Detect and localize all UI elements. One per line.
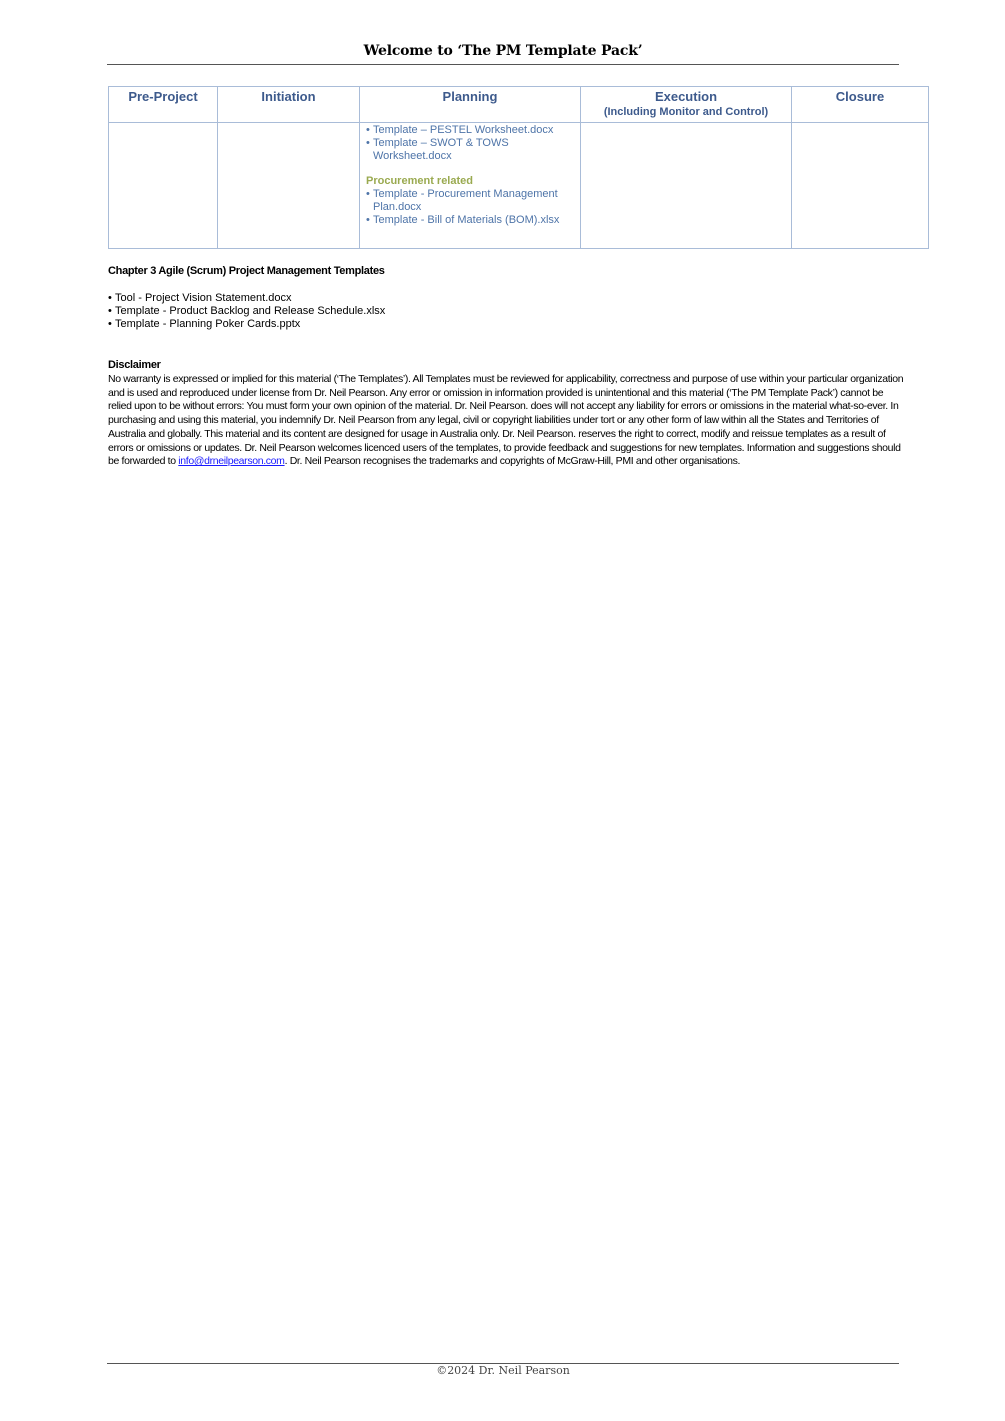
chapter-template-list — [108, 292, 385, 331]
disclaimer-text: No warranty is expressed or implied for this material (‘The Templates’). All Templates must be reviewed for applicability, correctness and purpose of use within your particular organization and is used and reproduced under license from Dr. Neil Pearson. Any error or omission in information provided is unintentional and this material (‘The PM Template Pack’) cannot be relied upon to be without errors: You must form your own opinion of the material. Dr. Neil Pearson. does will not accept any liability for errors or omissions in the material what-so-ever. In purchasing and using this material, you indemnify Dr. Neil Pearson from any legal, civil or copyright liabilities under tort or any other form of law within all the States and Territories of Australia and globally. This material and its content are designed for usage in Australia only. Dr. Neil Pearson. reserves the right to correct, modify and reissue templates as a result of errors or omissions or updates. Dr. Neil Pearson welcomes licenced users of the templates, to provide feedback and suggestions for new templates. Information and suggestions should be forwarded to info@drneilpearson.com. Dr. Neil Pearson recognises the trademarks and copyrights of McGraw-Hill, PMI and other organisations. — [108, 373, 904, 468]
cell-execution — [581, 123, 792, 249]
list-item: • Template – PESTEL Worksheet.docx — [366, 124, 574, 137]
procurement-template-list — [366, 188, 574, 227]
cell-pre-project — [109, 123, 218, 249]
column-subheader-execution: (Including Monitor and Control) — [603, 106, 769, 118]
column-header-initiation: Initiation — [218, 87, 360, 123]
cell-initiation — [218, 123, 360, 249]
email-link[interactable]: info@drneilpearson.com — [178, 455, 285, 468]
phase-header-row — [109, 87, 929, 123]
cell-planning — [360, 123, 581, 249]
cell-closure — [792, 123, 929, 249]
list-item: • Tool - Project Vision Statement.docx — [108, 292, 385, 305]
disclaimer-heading: Disclaimer — [108, 359, 161, 371]
column-header-execution: Execution (Including Monitor and Control) — [581, 87, 792, 123]
page-title: Welcome to ‘The PM Template Pack’ — [363, 43, 643, 59]
planning-template-list — [366, 124, 574, 163]
phase-table — [108, 86, 929, 249]
list-item: • Template - Procurement Management Plan.docx — [366, 188, 574, 214]
list-item: • Template - Product Backlog and Release Schedule.xlsx — [108, 305, 385, 318]
column-header-pre-project: Pre-Project — [109, 87, 218, 123]
list-item: • Template - Planning Poker Cards.pptx — [108, 318, 385, 331]
procurement-heading: Procurement related — [366, 175, 473, 187]
footer-copyright: ©2024 Dr. Neil Pearson — [436, 1364, 570, 1377]
chapter-heading: Chapter 3 Agile (Scrum) Project Management Templates — [108, 265, 385, 277]
list-item: • Template – SWOT & TOWS Worksheet.docx — [366, 137, 574, 163]
phase-content-row — [109, 123, 929, 249]
column-header-closure: Closure — [792, 87, 929, 123]
title-divider — [107, 64, 899, 65]
list-item: • Template - Bill of Materials (BOM).xlsx — [366, 214, 574, 227]
column-header-planning: Planning — [360, 87, 581, 123]
